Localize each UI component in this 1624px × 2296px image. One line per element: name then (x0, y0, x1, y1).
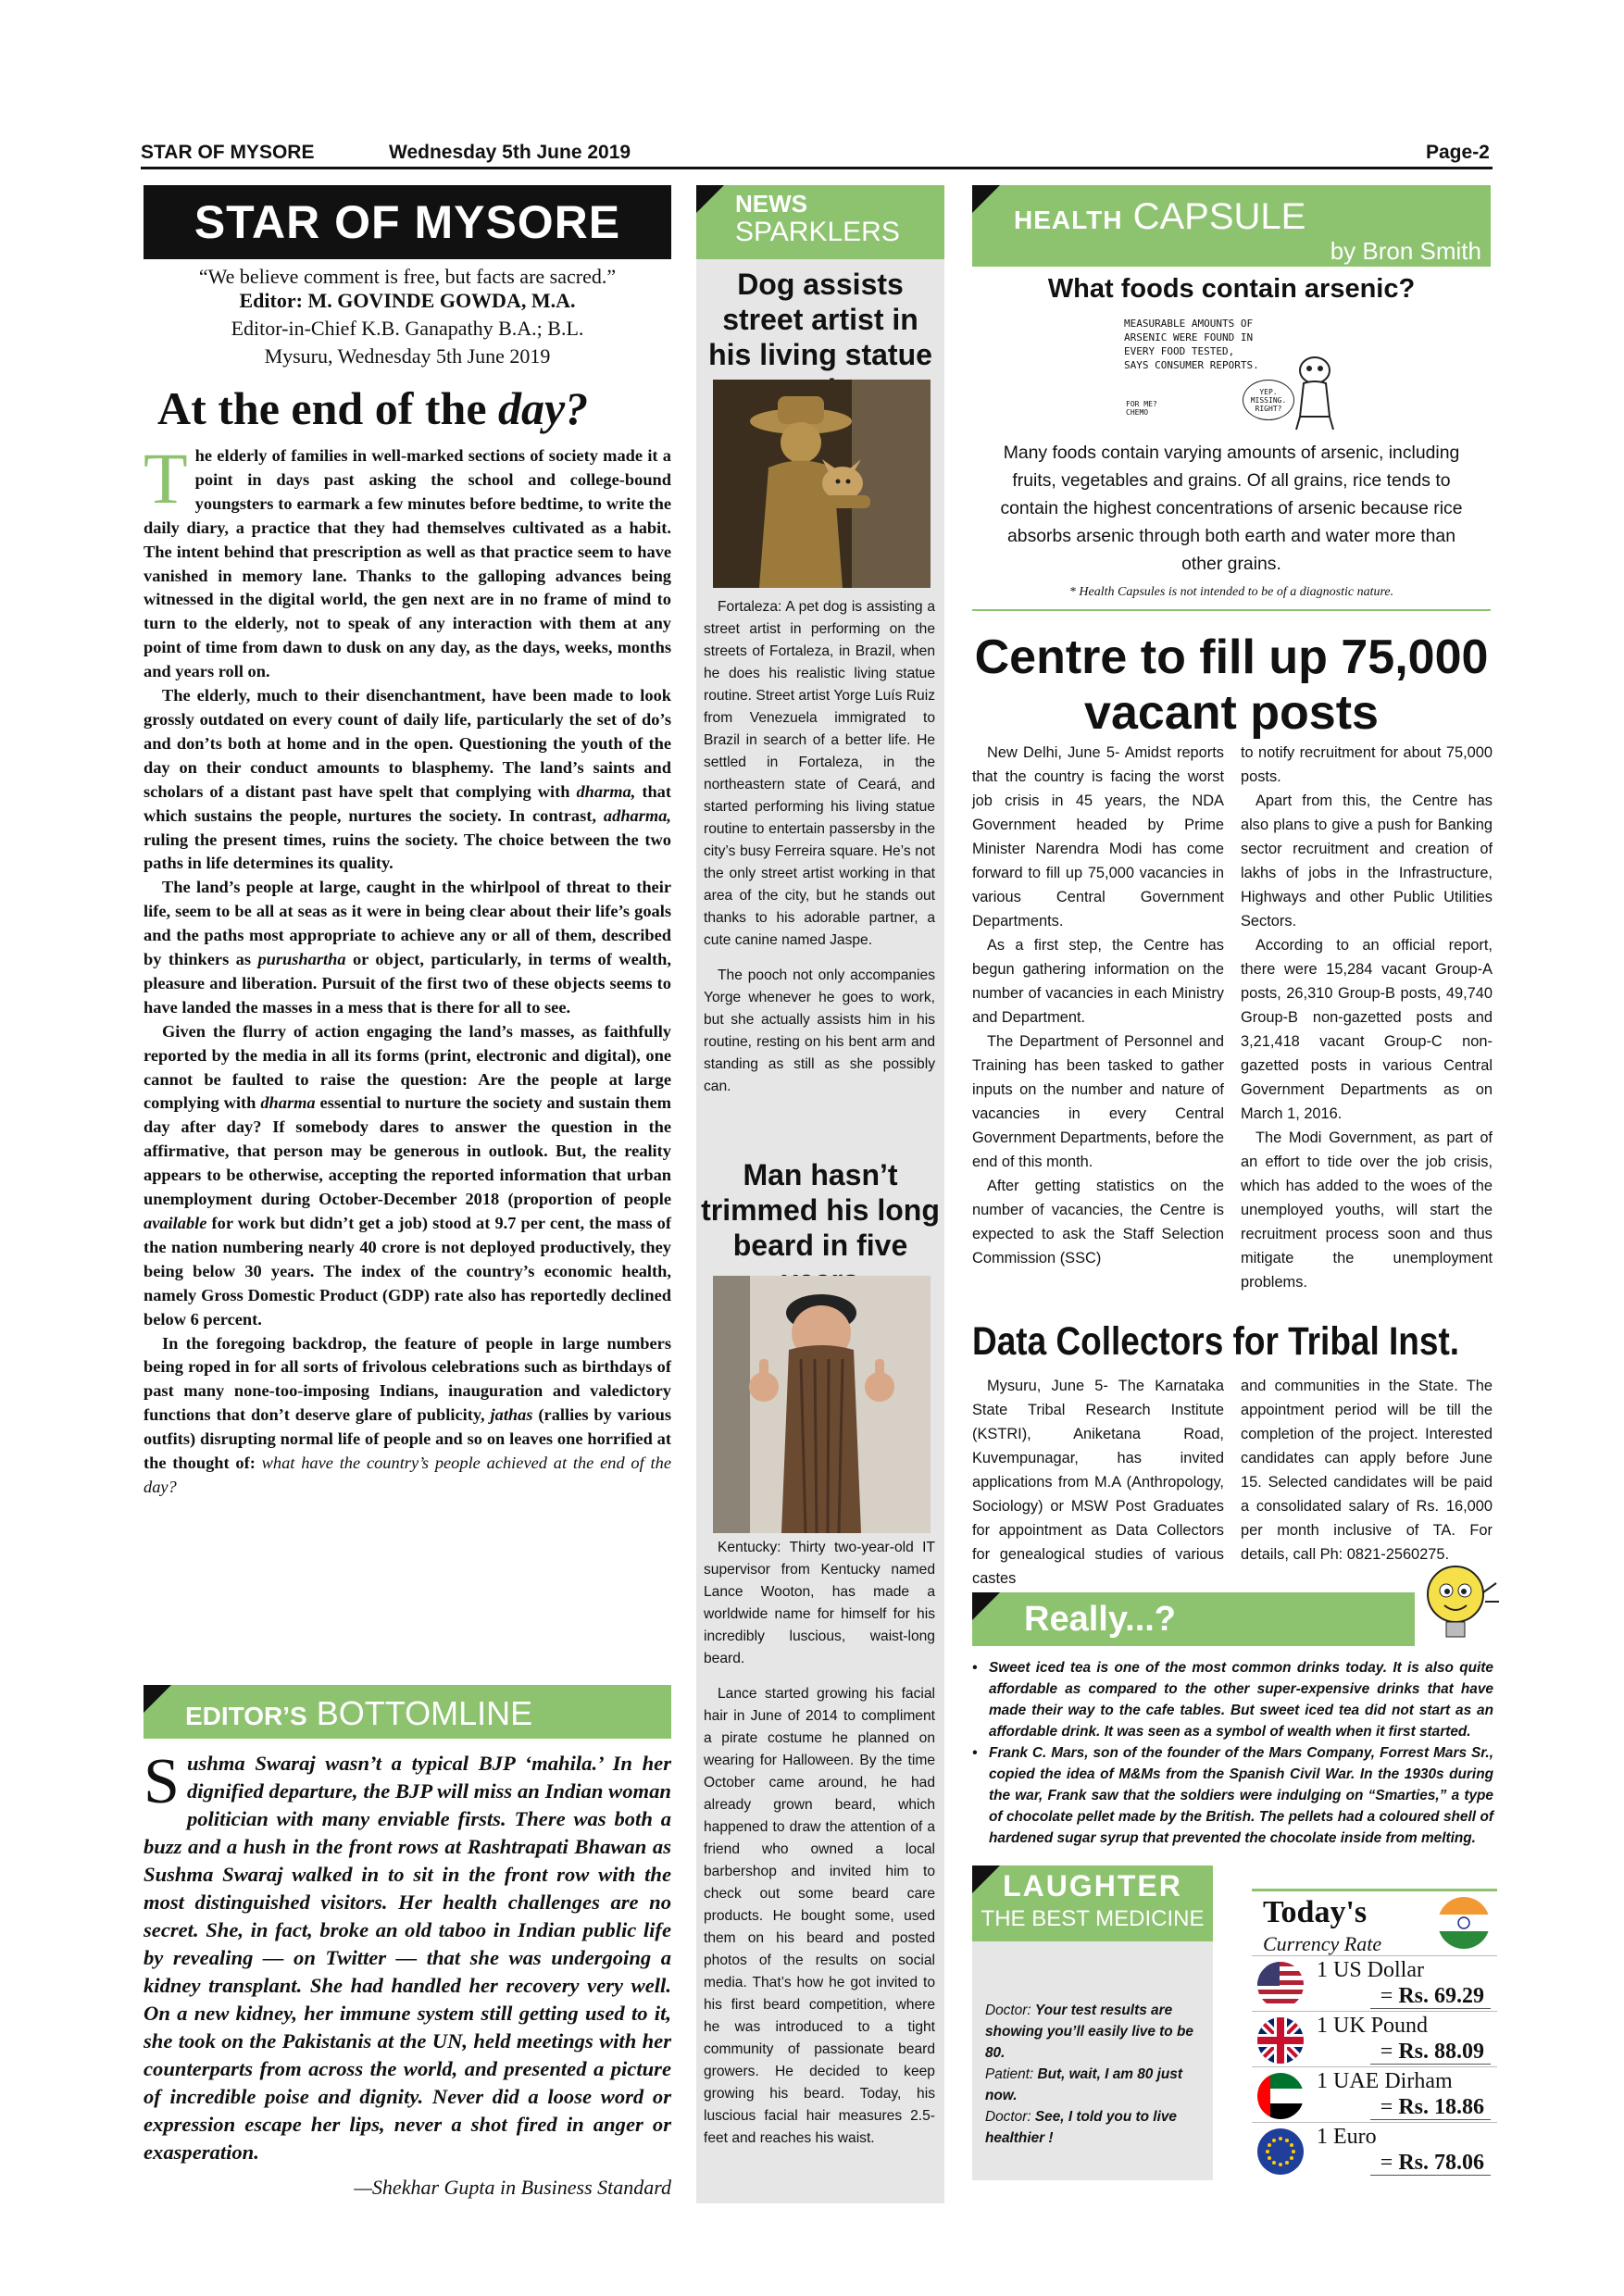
really-header (972, 1592, 1415, 1646)
centre-posts-left-column (972, 741, 1224, 1270)
news-sparklers-label: NEWS (735, 190, 807, 218)
news-sparklers-sublabel: SPARKLERS (735, 217, 900, 247)
laughter-subtitle: THE BEST MEDICINE (981, 1906, 1205, 1931)
currency-amount: Rs. 18.86 (1398, 2095, 1484, 2119)
currency-equals: = (1380, 1984, 1399, 2008)
corner-triangle-icon (972, 185, 1000, 213)
uk-flag-icon (1257, 2017, 1304, 2064)
us-flag-icon (1257, 1962, 1304, 2008)
currency-underline (1370, 2008, 1491, 2009)
editorial-italic: jathas (490, 1405, 533, 1425)
currency-row-usd (1252, 1955, 1497, 2011)
bottomline-dropcap: S (144, 1746, 180, 1817)
dog-story-body (704, 596, 935, 1098)
masthead-dateline: Mysuru, Wednesday 5th June 2019 (264, 344, 551, 368)
joke-line (985, 2106, 1207, 2149)
laughter-title: LAUGHTER (1003, 1869, 1182, 1903)
currency-amount: Rs. 78.06 (1398, 2151, 1484, 2175)
health-question: What foods contain arsenic? (1047, 274, 1416, 304)
editorial-paragraph (144, 438, 671, 684)
editorial-text: ruling the present times, ruins the society. The choice between the two paths in life determines its quality. (144, 830, 671, 873)
health-body: Many foods contain varying amounts of arsenic, including fruits, vegetables and grains. Of all grains, rice tends to contain the highest concentrations of arsenic because rice absorbs arsenic through both earth and water more than other grains. (1000, 443, 1463, 574)
currency-amount: Rs. 69.29 (1398, 1984, 1484, 2008)
editorial-body (144, 438, 672, 1500)
joke-line (985, 2064, 1207, 2106)
currency-header (1252, 1889, 1497, 1955)
data-collectors-paragraph: Mysuru, June 5- The Karnataka State Tribal Research Institute (KSTRI), Aniketana Road, Kuvempunagar, has invited applications from M.A (Anthropology, Sociology) or MSW Post Graduates for appointment as Data Collectors for genealogical studies of various castes (972, 1378, 1224, 1587)
dog-story-paragraph: Fortaleza: A pet dog is assisting a street artist in performing on the streets of Fortaleza, in Brazil, when he does his realistic living statue routine. Street artist Yorge Luís Ruiz from Venezuela immigrated to Brazil in search of a better life. He settled in Fortaleza, in the northeastern state of Ceará, and started performing his living statue routine to entertain passersby in the city’s busy Ferreira square. He’s not the only street artist working in that area of the city, but he stands out thanks to his adorable partner, a cute canine named Jaspe. (704, 599, 935, 948)
really-item: • Frank C. Mars, son of the founder of the Mars Company, Forrest Mars Sr., copied the idea of M&Ms from the Spanish Civil War. In the 1930s during the war, Frank saw that the soldiers were indulging on “Smarties,” a type of chocolate pellet made by the British. The pellets had a coloured shell of hardened sugar syrup that prevented the chocolate inside from melting. (970, 1742, 1493, 1849)
centre-posts-paragraph: The Department of Personnel and Training has been tasked to gather inputs on the number and nature of vacancies in every Central Government Departments, before the end of this month. (972, 1033, 1224, 1170)
editorial-dropcap: T (144, 438, 188, 518)
corner-triangle-icon (144, 1685, 171, 1713)
currency-value (1380, 2095, 1484, 2120)
currency-row-aed (1252, 2066, 1497, 2122)
joke-text: See, I told you to live healthier ! (985, 2109, 1177, 2146)
editorial-text: he elderly of families in well-marked sections of society made it a point in days past asking the school and college-bound youngsters to earmark a few minutes before bedtime, to write the daily diary, a practice that they had themselves cultivated as a habit. The intent behind that prescription as well as that practice seem to have vanished in memory lane. Thanks to the galloping advances being witnessed in the digital world, the gen next are in no frame of mind to turn to the elderly, not to speak of any interaction with them at any point of time from dawn to dusk on any day, as the days, weeks, months and years roll on. (144, 446, 671, 681)
editorial-italic: what have the country’s people achieved at the end of the day? (144, 1454, 671, 1496)
india-flag-icon (1438, 1897, 1490, 1949)
dog-story-paragraph: The pooch not only accompanies Yorge whenever he goes to work, but she actually assists him in his routine, resting on his bent arm and standing as still as she possibly can. (704, 967, 935, 1094)
masthead-logo: STAR OF MYSORE (144, 185, 671, 259)
editorial-text: (rallies by various outfits) disrupting normal life of people and so on leaves one horrified at the thought of: (144, 1405, 671, 1473)
centre-posts-paragraph: As a first step, the Centre has begun gathering information on the number of vacancies in each Ministry and Department. (972, 937, 1224, 1026)
health-capsule-header (972, 185, 1491, 267)
currency-value (1380, 2040, 1484, 2065)
currency-underline (1370, 2064, 1491, 2065)
editorial-italic: adharma, (603, 805, 671, 825)
editorial-paragraph (144, 876, 671, 1019)
corner-triangle-icon (972, 1592, 1000, 1620)
bottomline-title-bold: EDITOR’S (185, 1702, 307, 1730)
centre-posts-paragraph: After getting statistics on the number of vacancies, the Centre is expected to ask the Staff Selection Commission (SSC) (972, 1178, 1224, 1267)
masthead-chief-editor: Editor-in-Chief K.B. Ganapathy B.A.; B.L. (231, 317, 584, 340)
editorial-text: The land’s people at large, caught in the whirlpool of threat to their life, seem to be all at seas as it were in being clear about their life’s goals and the paths most appropriate to achieve any or all of them, described by thinkers as (144, 878, 671, 969)
joke-speaker: Doctor: (985, 2003, 1035, 2018)
uae-flag-icon (1257, 2073, 1304, 2119)
beard-man-photo (713, 1276, 931, 1533)
currency-name: 1 UAE Dirham (1317, 2069, 1453, 2093)
laughter-header (972, 1866, 1213, 1941)
centre-posts-paragraph: Apart from this, the Centre has also plans to give a push for Banking sector recruitment and creation of lakhs of jobs in the Infrastructure, Highways and other Public Utilities Sectors. (1241, 792, 1493, 930)
currency-equals: = (1380, 2040, 1399, 2064)
currency-row-eur (1252, 2122, 1497, 2177)
joke-speaker: Doctor: (985, 2109, 1035, 2125)
really-title: Really...? (1024, 1600, 1177, 1639)
editorial-text: or object, particularly, in terms of wealth, pleasure and liberation. Pursuit of the first two of these objects seems to have landed the masses in a mess that is there for all to see. (144, 950, 671, 1017)
currency-subtitle: Currency Rate (1263, 1932, 1382, 1955)
beard-story-paragraph: Lance started growing his facial hair in June of 2014 to compliment a pirate costume he planned on wearing for Halloween. By the time October came around, he had already grown beard, which happened to draw the attention of a friend who owned a local barbershop and invited him to check out some beard care products. He bought some, used them on his beard and posted photos of the results on social media. That’s how he got invited to his first beard competition, where he was introduced to a tight community of passionate beard growers. He decided to keep growing his beard. Today, his luscious facial hair measures 2.5-feet and reaches his waist. (704, 1686, 935, 2146)
currency-name: 1 US Dollar (1317, 1958, 1424, 1982)
data-collectors-headline: Data Collectors for Tribal Inst. (972, 1319, 1460, 1364)
editorial-paragraph (144, 1332, 671, 1500)
dog-story-headline: Dog assists street artist in his living statue (708, 268, 932, 371)
bottomline-title (185, 1694, 532, 1733)
editorial-title-main: At the end of the (157, 382, 499, 434)
editorial-italic: available (144, 1214, 207, 1232)
editorial-title-italic: day? (498, 382, 589, 434)
currency-value (1380, 2151, 1484, 2176)
health-capsule-title-bold: HEALTH (1014, 206, 1123, 234)
editorial-text: essential to nurture the society and sustain them day after day? If somebody dares to answer the question in the affirmative, that person may be generous in outlook. But, the reality appears to be otherwise, accepting the reported information that urban unemployment during October-December 2018 (proportion of people (144, 1093, 672, 1209)
centre-posts-paragraph: According to an official report, there were 15,284 vacant Group-A posts, 26,310 Group-B posts, 49,740 Group-B non-gazetted posts and 3,21,418 vacant Group-C non-gazetted posts in various Central Government Departments as on March 1, 2016. (1241, 937, 1493, 1122)
bottomline-text: ushma Swaraj wasn’t a typical BJP ‘mahila.’ In her dignified departure, the BJP will miss an Indian woman politician with many enviable firsts. There was both a buzz and a hush in the front rows at Rashtrapati Bhawan as Sushma Swaraj walked in to sit in the front row with the most distinguished visitors. Her health challenges are no secret. She, in fact, broke an old taboo in Indian public life by revealing — on Twitter — that she was undergoing a kidney transplant. She had handled her recovery very well. On a new kidney, her immune system still getting used to it, she took on the Pakistanis at the UN, held meetings with her counterparts from across the world, and presented a picture of incredible poise and dignity. Never did a loose word or expression escape her lips, never a shot fired in anger or exasperation. (144, 1752, 671, 2164)
editorial-text: The elderly, much to their disenchantment, have been made to look grossly outdated on every count of daily life, particularly the set of do’s and don’ts both at home and in the open. Questioning the youth of the day on their conduct amounts to blasphemy. The land’s saints and scholars of a distant past have spelt that complying with (144, 686, 671, 801)
editorial-text: for work but didn’t get a job) stood at 9.7 per cent, the mass of the nation numbering nearly 40 crore is not deployed productively, they being below 30 years. The index of the country’s economic health, namely Gross Domestic Product (GDP) rate also has reportedly declined below 6 percent. (144, 1214, 671, 1329)
editorial-paragraph (144, 684, 671, 876)
currency-row-gbp (1252, 2011, 1497, 2066)
editorial-text: In the foregoing backdrop, the feature of people in large numbers being roped in for all sorts of frivolous celebrations such as birthdays of past many none-too-imposing Indians, inauguration and valedictory functions that don’t deserve glare of publicity, (144, 1333, 671, 1425)
centre-posts-headline: Centre to fill up 75,000 vacant posts (974, 630, 1489, 740)
currency-equals: = (1380, 2095, 1399, 2119)
centre-posts-paragraph: to notify recruitment for about 75,000 posts. (1241, 744, 1493, 785)
really-item: • Sweet iced tea is one of the most common drinks today. It is also quite affordable as compared to the other super-expensive drinks that have made their way to the cafe tables. But sweet iced tea did not start as an affordable drink. It was seen as a symbol of wealth when it first started. (970, 1657, 1493, 1742)
health-capsule-title-rest: CAPSULE (1122, 196, 1306, 237)
bottomline-body (144, 1746, 671, 2166)
currency-title: Today's (1263, 1895, 1368, 1929)
eu-flag-icon (1257, 2128, 1304, 2175)
bottomline-title-rest: BOTTOMLINE (306, 1694, 533, 1732)
news-sparklers-header (696, 185, 944, 259)
currency-value (1380, 1984, 1484, 2009)
editorial-italic: purushartha (257, 950, 346, 969)
editorial-italic: dharma, (576, 781, 636, 801)
really-body (970, 1657, 1493, 1849)
joke-speaker: Patient: (985, 2066, 1038, 2082)
cartoon-figure-icon (1287, 352, 1343, 431)
currency-amount: Rs. 88.09 (1398, 2040, 1484, 2064)
health-cartoon (1120, 315, 1343, 433)
cartoon-note: FOR ME? CHEMO (1126, 400, 1157, 417)
masthead-quote: “We believe comment is free, but facts are sacred.” (198, 265, 617, 288)
header-paper-name: STAR OF MYSORE (141, 142, 315, 163)
editorial-italic: dharma (260, 1093, 316, 1113)
currency-name: 1 UK Pound (1317, 2014, 1429, 2038)
currency-equals: = (1380, 2151, 1399, 2175)
editorial-text: that which sustains the people, nurtures the society. In contrast, (144, 781, 671, 825)
header-page-number: Page-2 (1426, 142, 1490, 163)
laughter-joke (985, 2000, 1207, 2149)
centre-posts-paragraph: The Modi Government, as part of an effort to tide over the job crisis, which has added to the woes of the unemployed youths, will start the recruitment process soon and thus mitigate the unemployment problems. (1241, 1129, 1493, 1291)
bottomline-citation: —Shekhar Gupta in Business Standard (354, 2176, 671, 2199)
beard-story-headline: Man hasn’t trimmed his long beard in five (701, 1158, 940, 1262)
corner-triangle-icon (696, 185, 724, 213)
editorial-text: Given the flurry of action engaging the land’s masses, as faithfully reported by the media in all its forms (print, electronic and digital), one cannot be faulted to raise the question: Are the people at large complying with (144, 1021, 671, 1113)
beard-story-body (704, 1537, 935, 2150)
data-collectors-right-column (1241, 1374, 1493, 1566)
header-date: Wednesday 5th June 2019 (389, 142, 631, 163)
joke-line (985, 2000, 1207, 2064)
masthead-editor: Editor: M. GOVINDE GOWDA, M.A. (239, 289, 576, 312)
beard-story-paragraph: Kentucky: Thirty two-year-old IT supervisor from Kentucky named Lance Wooton, has made a worldwide name for himself for his incredibly luscious, waist-long beard. (704, 1540, 935, 1666)
health-capsule-title (1014, 196, 1305, 238)
cartoon-caption: MEASURABLE AMOUNTS OF ARSENIC WERE FOUND IN EVERY FOOD TESTED, SAYS CONSUMER REPORTS. (1124, 318, 1259, 371)
bottomline-header (144, 1685, 671, 1739)
cartoon-speech-bubble: YEP. MISSING. RIGHT? (1243, 380, 1294, 420)
centre-posts-right-column (1241, 741, 1493, 1294)
health-capsule-byline: by Bron Smith (1330, 237, 1481, 265)
currency-underline (1370, 2175, 1491, 2176)
dog-statue-photo (713, 380, 931, 588)
centre-posts-paragraph: New Delhi, June 5- Amidst reports that the country is facing the worst job crisis in 45 years, the NDA Government headed by Prime Minister Narendra Modi has come forward to fill up 75,000 vacancies in various Central Government Departments. (972, 744, 1224, 930)
joke-text: Your test results are showing you’ll easily live to be 80. (985, 2003, 1193, 2061)
editorial-title (157, 381, 676, 435)
data-collectors-paragraph: and communities in the State. The appointment period will be till the completion of the project. Interested candidates can apply before June 15. Selected candidates will be paid a consolidated salary of Rs. 16,000 per month inclusive of TA. For details, call Ph: 0821-2560275. (1241, 1378, 1493, 1563)
lightbulb-icon (1411, 1555, 1504, 1648)
header-rule (141, 167, 1493, 169)
data-collectors-left-column (972, 1374, 1224, 1591)
currency-underline (1370, 2119, 1491, 2120)
editorial-paragraph (144, 1020, 671, 1332)
currency-name: 1 Euro (1317, 2125, 1377, 2149)
joke-text: But, wait, I am 80 just now. (985, 2066, 1182, 2103)
health-disclaimer: * Health Capsules is not intended to be of a diagnostic nature. (1068, 585, 1394, 599)
